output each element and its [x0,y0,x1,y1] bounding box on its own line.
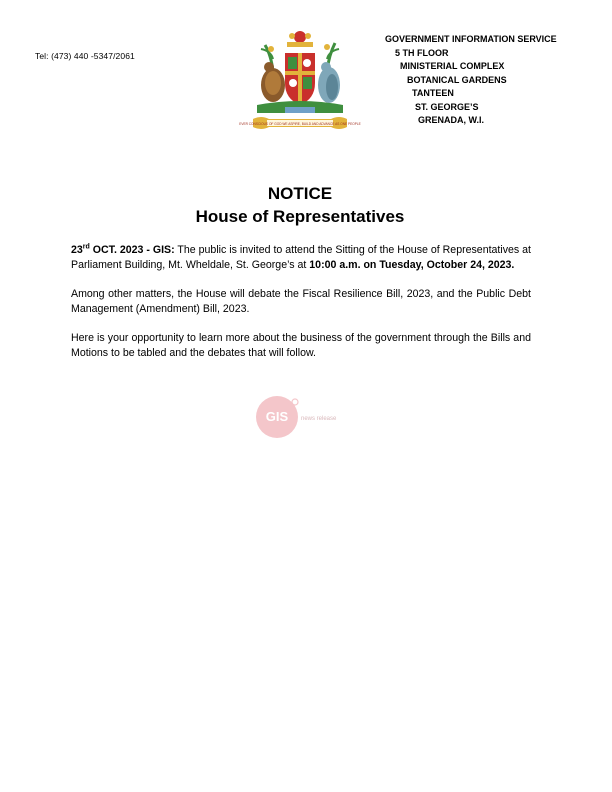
coat-of-arms-icon [239,27,361,135]
address-line: BOTANICAL GARDENS [407,74,507,85]
address-line: 5 TH FLOOR [395,47,449,58]
paragraph-invitation: Here is your opportunity to learn more about the business of the government through the Bills and Motions to be tabled and the debates that will follow. [71,332,531,359]
dateline-day: 23 [71,244,83,256]
address-line: ST. GEORGE’S [415,101,479,112]
address-block [380,33,590,128]
address-line: GOVERNMENT INFORMATION SERVICE [385,34,557,44]
address-line: TANTEEN [412,88,454,98]
dateline: OCT. 2023 - GIS: [89,244,175,256]
announcement-text: The public is invited to attend the Sitting of the House of Representatives at Parliament Building, Mt. Wheldale, St. George’s at [71,244,531,271]
address-line: MINISTERIAL COMPLEX [400,61,505,71]
address-line: GRENADA, W.I. [418,115,485,125]
telephone-number: Tel: (473) 440 -5347/2061 [35,51,135,61]
gis-logo-mark: GIS [265,409,289,424]
paragraph-agenda: Among other matters, the House will debate the Fiscal Resilience Bill, 2023, and the Public Debt Management (Amendment) Bill, 2023. [71,288,531,315]
sitting-time: 10:00 a.m. on Tuesday, October 24, 2023. [309,258,515,271]
notice-subtitle: House of Representatives [195,207,405,226]
notice-title: NOTICE [267,184,333,203]
crest-crown [294,31,306,43]
gis-news-release-logo-icon [255,394,347,440]
paragraph-announcement [71,243,531,273]
gis-logo-text: news release [301,416,337,422]
notice-body [71,243,531,375]
crest-motto: EVER CONSCIOUS OF GOD WE ASPIRE, BUILD AND ADVANCE AS ONE PEOPLE [239,122,361,126]
dateline-suffix: rd [82,243,90,251]
